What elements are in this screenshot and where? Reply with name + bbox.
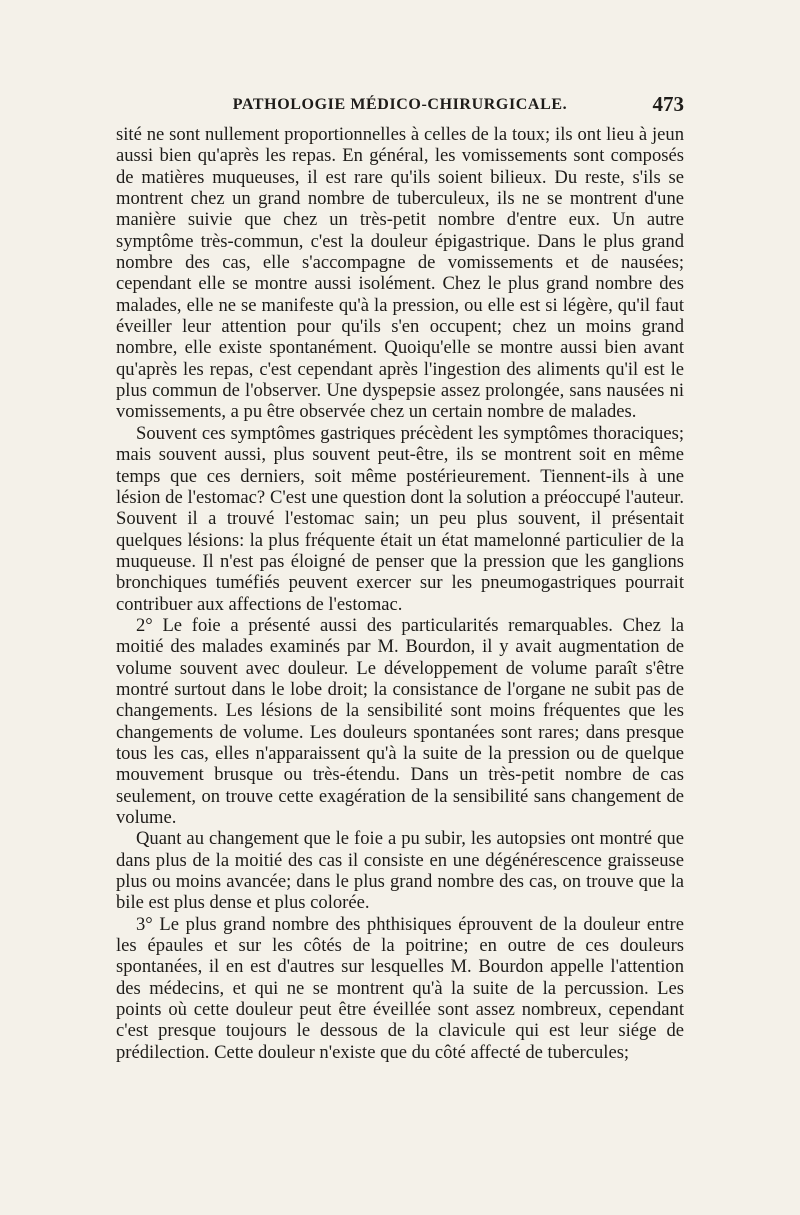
paragraph: 3° Le plus grand nombre des phthisiques éprouvent de la douleur entre les épaules et sur les côtés de la poitrine; en outre de ces douleurs spontanées, il en est d'autres sur lesquelles M. Bourdon appelle l'attention des médecins, et qui ne se montrent qu'à la suite de la percussion. Les points où cette douleur peut être éveillée sont assez nombreux, cependant c'est presque toujours le dessous de la clavicule qui est leur siége de prédilection. Cette douleur n'existe que du côté affecté de tubercules;	[116, 913, 684, 1063]
running-title: PATHOLOGIE MÉDICO-CHIRURGICALE.	[232, 96, 568, 113]
paragraph: sité ne sont nullement proportionnelles à celles de la toux; ils ont lieu à jeun aussi bien qu'après les repas. En général, les vomissements sont composés de matières muqueuses, il est rare qu'ils soient bilieux. Du reste, s'ils se montrent chez un grand nombre de tuberculeux, ils ne se montrent d'une manière suivie que chez un très-petit nombre d'entre eux. Un autre symptôme très-commun, c'est la douleur épigastrique. Dans le plus grand nombre des cas, elle s'accompagne de vomissements et de nausées; cependant elle se montre aussi isolément. Chez le plus grand nombre des malades, elle ne se manifeste qu'à la pression, ou elle est si légère, qu'il faut éveiller leur attention pour qu'ils s'en occupent; chez un moins grand nombre, elle existe spontanément. Quoiqu'elle se montre aussi bien avant qu'après les repas, c'est cependant après l'ingestion des aliments qu'il est le plus commun de l'observer. Une dyspepsie assez prolongée, sans nausées ni vomissements, a pu être observée chez un certain nombre de malades.	[116, 124, 684, 423]
body-text	[116, 124, 684, 1063]
paragraph: Quant au changement que le foie a pu subir, les autopsies ont montré que dans plus de la moitié des cas il consiste en une dégénérescence graisseuse plus ou moins avancée; dans le plus grand nombre des cas, on trouve que la bile est plus dense et plus colorée.	[116, 828, 684, 914]
paragraph: Souvent ces symptômes gastriques précèdent les symptômes thoraciques; mais souvent aussi, plus souvent peut-être, ils se montrent soit en même temps que ces derniers, soit même postérieurement. Tiennent-ils à une lésion de l'estomac? C'est une question dont la solution a préoccupé l'auteur. Souvent il a trouvé l'estomac sain; un peu plus souvent, il présentait quelques lésions: la plus fréquente était un état mamelonné particulier de la muqueuse. Il n'est pas éloigné de penser que la pression que les ganglions bronchiques tuméfiés peuvent exercer sur les pneumogastriques pourrait contribuer aux affections de l'estomac.	[116, 422, 684, 615]
running-head	[116, 92, 684, 120]
paragraph: 2° Le foie a présenté aussi des particularités remarquables. Chez la moitié des malades examinés par M. Bourdon, il y avait augmentation de volume souvent avec douleur. Le développement de volume paraît s'être montré surtout dans le lobe droit; la consistance de l'organe ne subit pas de changements. Les lésions de la sensibilité sont moins fréquentes que les changements de volume. Les douleurs spontanées sont rares; dans presque tous les cas, elles n'apparaissent qu'à la suite de la pression ou de quelque mouvement brusque ou très-étendu. Dans un très-petit nombre de cas seulement, on trouve cette exagération de la sensibilité sans changement de volume.	[116, 614, 684, 828]
page-number: 473	[652, 92, 684, 116]
